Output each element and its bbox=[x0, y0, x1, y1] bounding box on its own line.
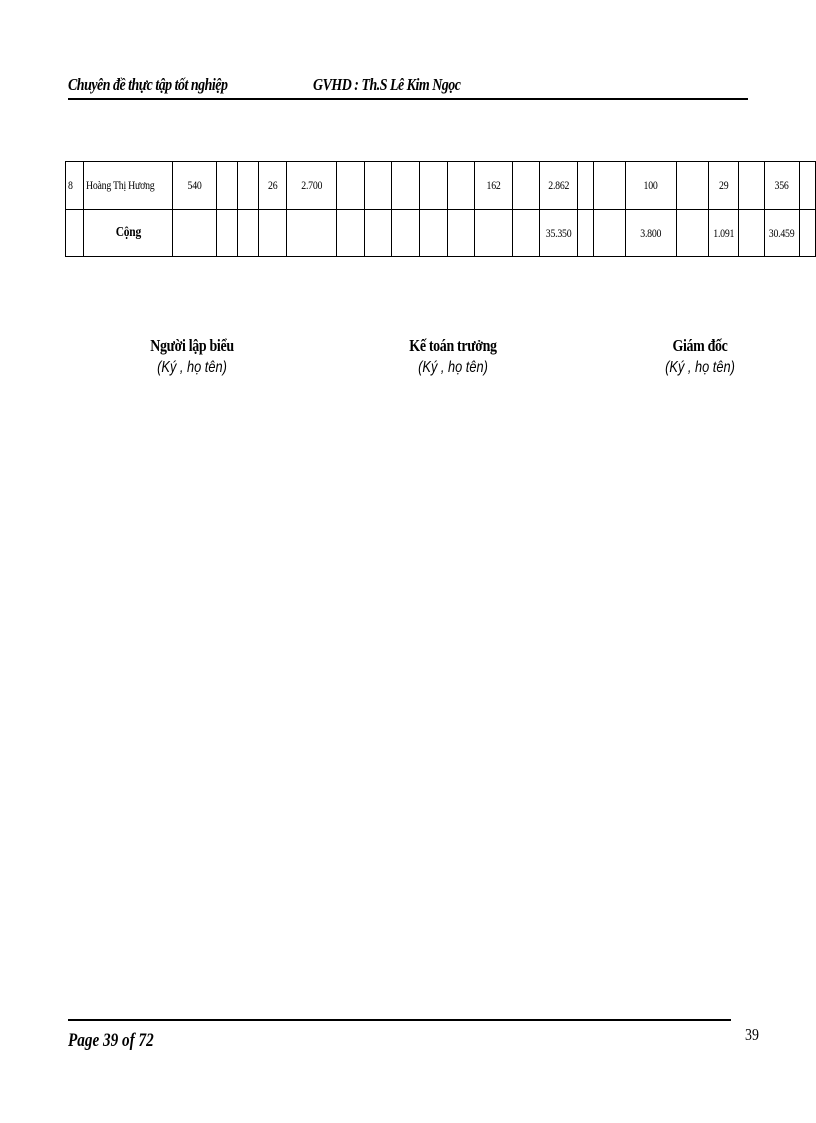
table-cell bbox=[594, 162, 625, 210]
table-cell bbox=[173, 210, 217, 257]
row-index-cell: 8 bbox=[66, 162, 84, 210]
table-cell bbox=[364, 210, 392, 257]
table-cell bbox=[392, 162, 420, 210]
table-cell bbox=[677, 162, 708, 210]
table-cell bbox=[216, 210, 237, 257]
table-cell: 1.091 bbox=[708, 210, 739, 257]
table-cell bbox=[739, 210, 765, 257]
table-cell bbox=[237, 162, 258, 210]
table-cell: 3.800 bbox=[625, 210, 677, 257]
table-cell bbox=[512, 162, 540, 210]
header-rule bbox=[68, 98, 748, 100]
signature-note: (Ký , họ tên) bbox=[418, 359, 488, 376]
footer-rule bbox=[68, 1019, 731, 1021]
footer-page-number: 39 bbox=[745, 1025, 759, 1044]
table-cell bbox=[337, 162, 365, 210]
table-cell: 35.350 bbox=[540, 210, 578, 257]
table-cell bbox=[286, 210, 337, 257]
table-cell bbox=[578, 210, 594, 257]
table-cell bbox=[66, 210, 84, 257]
table-cell bbox=[420, 162, 448, 210]
table-cell bbox=[475, 210, 513, 257]
signature-preparer bbox=[107, 336, 277, 377]
table-cell bbox=[337, 210, 365, 257]
signature-note: (Ký , họ tên) bbox=[157, 359, 227, 376]
signature-title: Kế toán trưởng bbox=[409, 336, 497, 355]
signature-director bbox=[615, 336, 785, 377]
table-cell bbox=[739, 162, 765, 210]
table-cell bbox=[216, 162, 237, 210]
table-cell: 30.459 bbox=[764, 210, 799, 257]
table-cell: 2.700 bbox=[286, 162, 337, 210]
footer-page-label: Page 39 of 72 bbox=[68, 1030, 154, 1051]
table-cell bbox=[799, 210, 815, 257]
table-cell bbox=[392, 210, 420, 257]
signature-title: Giám đốc bbox=[672, 336, 728, 355]
table-cell bbox=[594, 210, 625, 257]
table-cell bbox=[364, 162, 392, 210]
header-advisor: GVHD : Th.S Lê Kim Ngọc bbox=[313, 75, 461, 94]
table-cell: 356 bbox=[764, 162, 799, 210]
table-cell bbox=[447, 210, 475, 257]
employee-name-cell: Hoàng Thị Hương bbox=[84, 162, 173, 210]
table-cell bbox=[677, 210, 708, 257]
table-cell bbox=[799, 162, 815, 210]
signature-title: Người lập biểu bbox=[150, 336, 234, 355]
signature-chief-accountant bbox=[368, 336, 538, 377]
signature-note: (Ký , họ tên) bbox=[665, 359, 735, 376]
table-cell bbox=[420, 210, 448, 257]
total-label-cell: Cộng bbox=[84, 210, 173, 257]
table-cell: 100 bbox=[625, 162, 677, 210]
header-left-title: Chuyên đề thực tập tốt nghiệp bbox=[68, 75, 228, 94]
table-total-row bbox=[66, 210, 816, 257]
table-cell: 26 bbox=[258, 162, 286, 210]
payroll-table bbox=[65, 161, 816, 257]
table-cell bbox=[512, 210, 540, 257]
table-cell bbox=[258, 210, 286, 257]
table-cell: 162 bbox=[475, 162, 513, 210]
table-cell: 29 bbox=[708, 162, 739, 210]
table-cell: 540 bbox=[173, 162, 217, 210]
table-cell bbox=[578, 162, 594, 210]
table-cell bbox=[447, 162, 475, 210]
table-cell: 2.862 bbox=[540, 162, 578, 210]
table-row bbox=[66, 162, 816, 210]
table-cell bbox=[237, 210, 258, 257]
